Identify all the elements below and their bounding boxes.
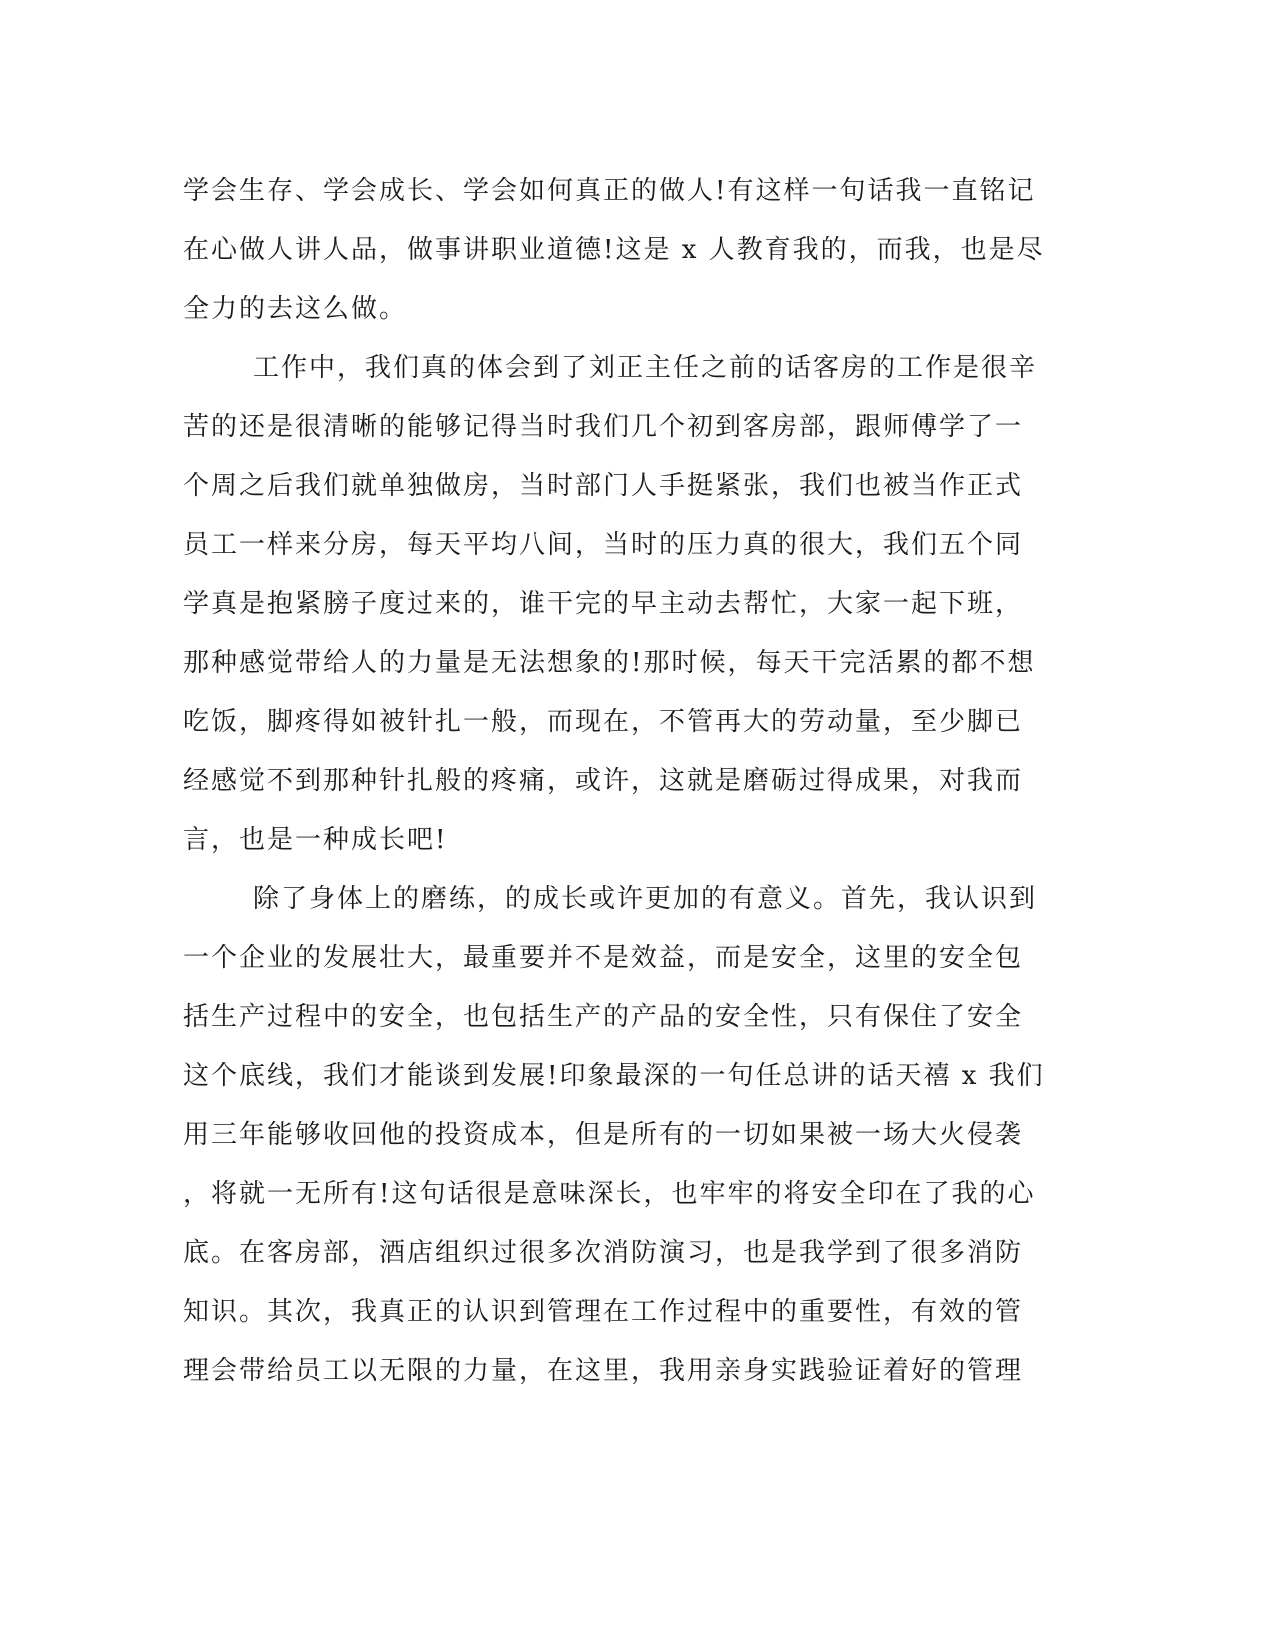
text-line: 除了身体上的磨练，的成长或许更加的有意义。首先，我认识到 (253, 884, 1038, 914)
text-line: 言，也是一种成长吧! (183, 825, 448, 855)
text-line: 这个底线，我们才能谈到发展!印象最深的一句任总讲的话天禧 x 我们 (183, 1061, 1045, 1091)
text-line: 在心做人讲人品，做事讲职业道德!这是 x 人教育我的，而我，也是尽 (183, 235, 1045, 265)
text-line: 吃饭，脚疼得如被针扎一般，而现在，不管再大的劳动量，至少脚已 (183, 707, 1024, 737)
text-line: 理会带给员工以无限的力量，在这里，我用亲身实践验证着好的管理 (183, 1356, 1024, 1386)
text-line: 苦的还是很清晰的能够记得当时我们几个初到客房部，跟师傅学了一 (183, 412, 1024, 442)
text-line: 员工一样来分房，每天平均八间，当时的压力真的很大，我们五个同 (183, 530, 1024, 560)
text-line: 学真是抱紧膀子度过来的，谁干完的早主动去帮忙，大家一起下班， (183, 589, 1024, 619)
text-line: 括生产过程中的安全，也包括生产的产品的安全性，只有保住了安全 (183, 1002, 1024, 1032)
document-body (183, 162, 1043, 1401)
text-line: 一个企业的发展壮大，最重要并不是效益，而是安全，这里的安全包 (183, 943, 1024, 973)
paragraph-1 (183, 162, 1043, 339)
text-line: 个周之后我们就单独做房，当时部门人手挺紧张，我们也被当作正式 (183, 471, 1024, 501)
text-line: 学会生存、学会成长、学会如何真正的做人!有这样一句话我一直铭记 (183, 176, 1036, 206)
paragraph-3 (183, 870, 1043, 1401)
text-line: ，将就一无所有!这句话很是意味深长，也牢牢的将安全印在了我的心 (183, 1179, 1036, 1209)
paragraph-2 (183, 339, 1043, 870)
text-line: 工作中，我们真的体会到了刘正主任之前的话客房的工作是很辛 (253, 353, 1038, 383)
text-line: 底。在客房部，酒店组织过很多次消防演习，也是我学到了很多消防 (183, 1238, 1024, 1268)
text-line: 那种感觉带给人的力量是无法想象的!那时候，每天干完活累的都不想 (183, 648, 1036, 678)
text-line: 用三年能够收回他的投资成本，但是所有的一切如果被一场大火侵袭 (183, 1120, 1024, 1150)
text-line: 全力的去这么做。 (183, 294, 408, 324)
text-line: 知识。其次，我真正的认识到管理在工作过程中的重要性，有效的管 (183, 1297, 1024, 1327)
text-line: 经感觉不到那种针扎般的疼痛，或许，这就是磨砺过得成果，对我而 (183, 766, 1024, 796)
